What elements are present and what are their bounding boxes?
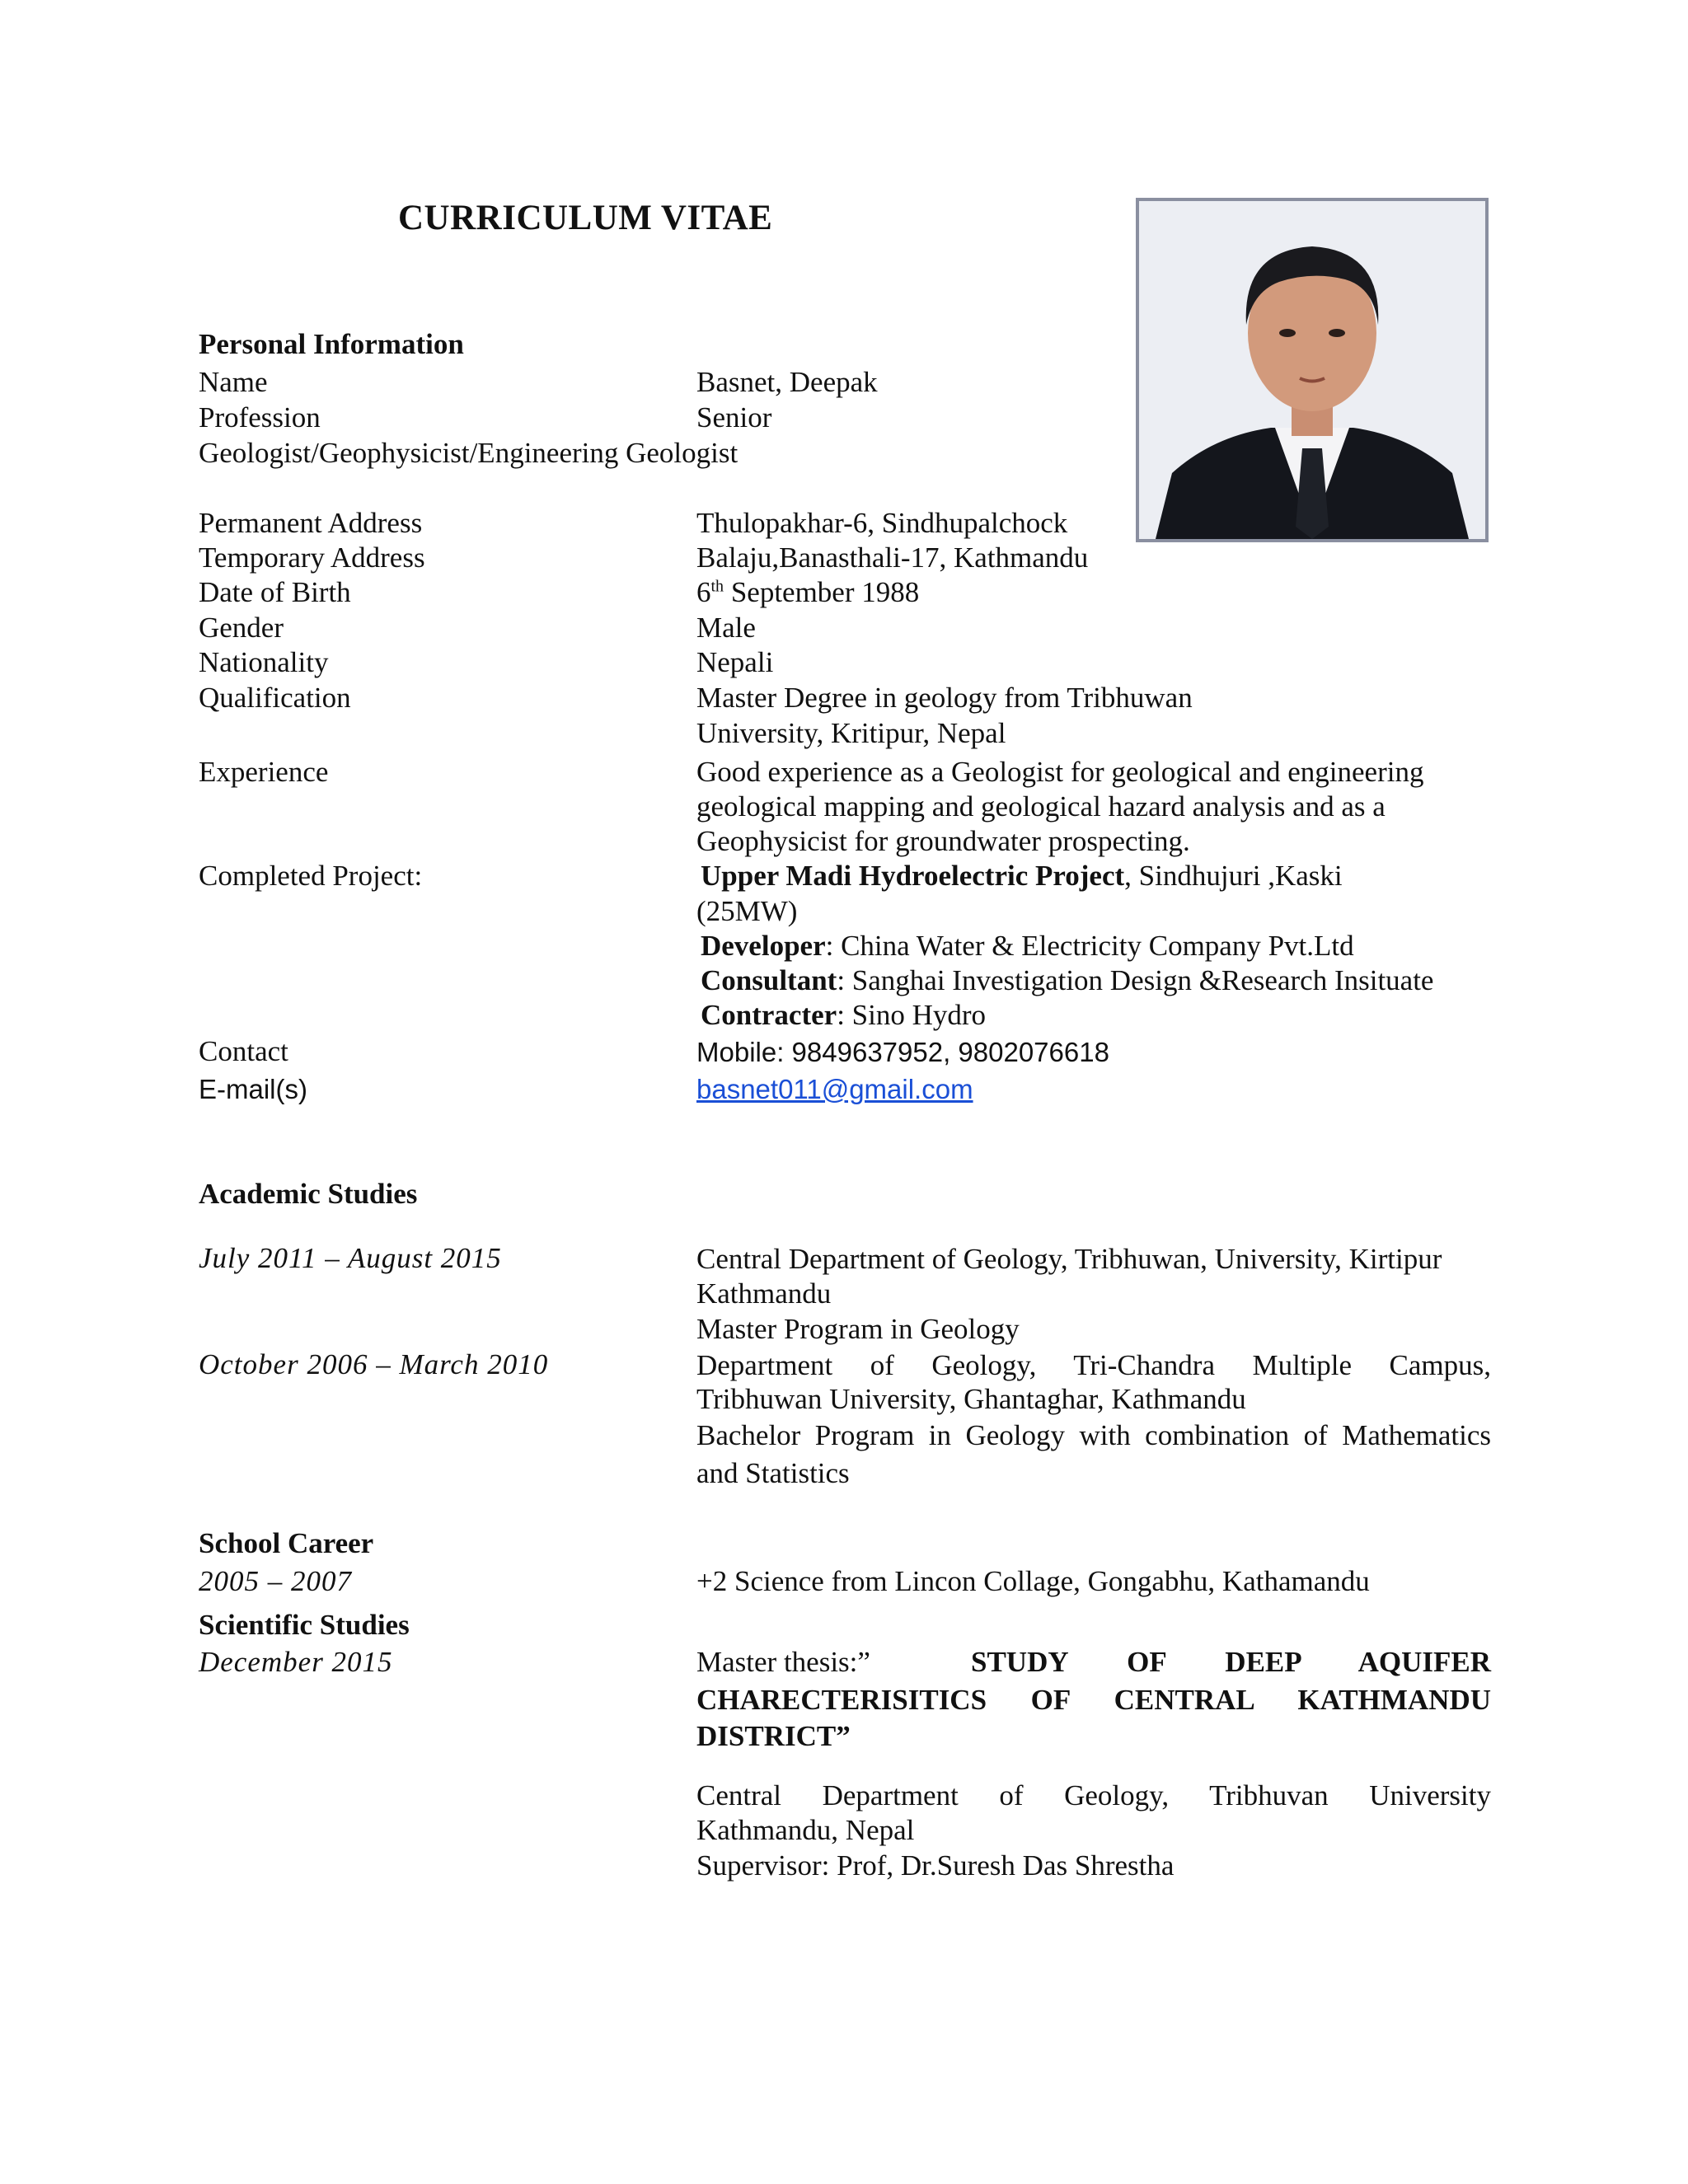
- contact-value: Mobile: 9849637952, 9802076618: [696, 1037, 1109, 1067]
- nationality-value: Nepali: [696, 646, 774, 678]
- scientific-date: December 2015: [199, 1646, 393, 1678]
- project-contracter: [701, 998, 986, 1033]
- thesis-title-line-1: STUDY OF DEEP AQUIFER: [971, 1646, 1491, 1678]
- name-value: Basnet, Deepak: [696, 366, 878, 398]
- gender-label: Gender: [199, 612, 284, 644]
- personal-info-heading: Personal Information: [199, 328, 464, 360]
- academic-entry-2-date: October 2006 – March 2010: [199, 1348, 549, 1380]
- profession-value: Senior: [696, 401, 772, 434]
- academic-entry-1-date: July 2011 – August 2015: [199, 1242, 502, 1274]
- thesis-dept-line-1: Central Department of Geology, Tribhuvan University: [696, 1779, 1491, 1811]
- project-consultant: [701, 963, 1433, 998]
- school-heading: School Career: [199, 1527, 374, 1559]
- academic-entry-1-line-2: Kathmandu: [696, 1277, 832, 1310]
- dob-label: Date of Birth: [199, 576, 351, 608]
- thesis-title-line-2: CHARECTERISITICS OF CENTRAL KATHMANDU: [696, 1684, 1491, 1716]
- qualification-line-1: Master Degree in geology from Tribhuwan: [696, 682, 1193, 714]
- project-label: Completed Project:: [199, 860, 423, 892]
- dob-rest: September 1988: [724, 576, 920, 608]
- temporary-address-label: Temporary Address: [199, 541, 425, 574]
- school-date: 2005 – 2007: [199, 1565, 352, 1597]
- experience-line-1: Good experience as a Geologist for geological and engineering: [696, 756, 1424, 788]
- developer-label: Developer: [701, 930, 826, 962]
- permanent-address-value: Thulopakhar-6, Sindhupalchock: [696, 507, 1068, 539]
- permanent-address-label: Permanent Address: [199, 507, 423, 539]
- experience-label: Experience: [199, 756, 329, 788]
- project-location: , Sindhujuri ,Kaski: [1124, 860, 1343, 892]
- contracter-label: Contracter: [701, 999, 837, 1031]
- dob-day: 6: [696, 576, 711, 608]
- name-label: Name: [199, 366, 268, 398]
- consultant-label: Consultant: [701, 964, 837, 996]
- academic-entry-2-line-3: Bachelor Program in Geology with combination of Mathematics: [696, 1419, 1491, 1451]
- academic-entry-2-line-2: Tribhuwan University, Ghantaghar, Kathmandu: [696, 1383, 1246, 1415]
- consultant-value: : Sanghai Investigation Design &Research Insituate: [837, 964, 1434, 996]
- profession-value-continued: Geologist/Geophysicist/Engineering Geologist: [199, 437, 738, 469]
- gender-value: Male: [696, 612, 756, 644]
- qualification-label: Qualification: [199, 682, 351, 714]
- experience-line-3: Geophysicist for groundwater prospecting.: [696, 825, 1190, 857]
- academic-entry-1-line-3: Master Program in Geology: [696, 1313, 1020, 1345]
- dob-value: [696, 575, 919, 610]
- thesis-supervisor: Supervisor: Prof, Dr.Suresh Das Shrestha: [696, 1849, 1175, 1882]
- contact-label: Contact: [199, 1035, 288, 1067]
- scientific-heading: Scientific Studies: [199, 1609, 410, 1641]
- academic-entry-1-line-1: Central Department of Geology, Tribhuwan, University, Kirtipur: [696, 1243, 1442, 1275]
- developer-value: : China Water & Electricity Company Pvt.Ltd: [825, 930, 1354, 962]
- email-label: E-mail(s): [199, 1074, 307, 1104]
- academic-heading: Academic Studies: [199, 1178, 418, 1210]
- project-developer: [701, 929, 1354, 963]
- page-title: CURRICULUM VITAE: [398, 199, 773, 237]
- academic-entry-2-line-1: Department of Geology, Tri-Chandra Multiple Campus,: [696, 1349, 1491, 1381]
- qualification-line-2: University, Kritipur, Nepal: [696, 717, 1006, 749]
- thesis-title-line-3: DISTRICT”: [696, 1720, 851, 1752]
- contracter-value: : Sino Hydro: [837, 999, 987, 1031]
- school-value: +2 Science from Lincon Collage, Gongabhu, Kathamandu: [696, 1565, 1370, 1597]
- profile-photo: [1136, 198, 1489, 542]
- nationality-label: Nationality: [199, 646, 329, 678]
- profession-label: Profession: [199, 401, 321, 434]
- project-capacity: (25MW): [696, 895, 798, 927]
- thesis-dept-line-2: Kathmandu, Nepal: [696, 1814, 915, 1846]
- project-name: Upper Madi Hydroelectric Project: [701, 860, 1125, 892]
- experience-line-2: geological mapping and geological hazard analysis and as a: [696, 790, 1386, 823]
- email-link[interactable]: basnet011@gmail.com: [696, 1074, 973, 1104]
- project-title: [701, 859, 1343, 893]
- dob-ordinal: th: [710, 577, 724, 596]
- thesis-prefix: Master thesis:”: [696, 1646, 870, 1678]
- temporary-address-value: Balaju,Banasthali-17, Kathmandu: [696, 541, 1089, 574]
- academic-entry-2-line-4: and Statistics: [696, 1457, 850, 1489]
